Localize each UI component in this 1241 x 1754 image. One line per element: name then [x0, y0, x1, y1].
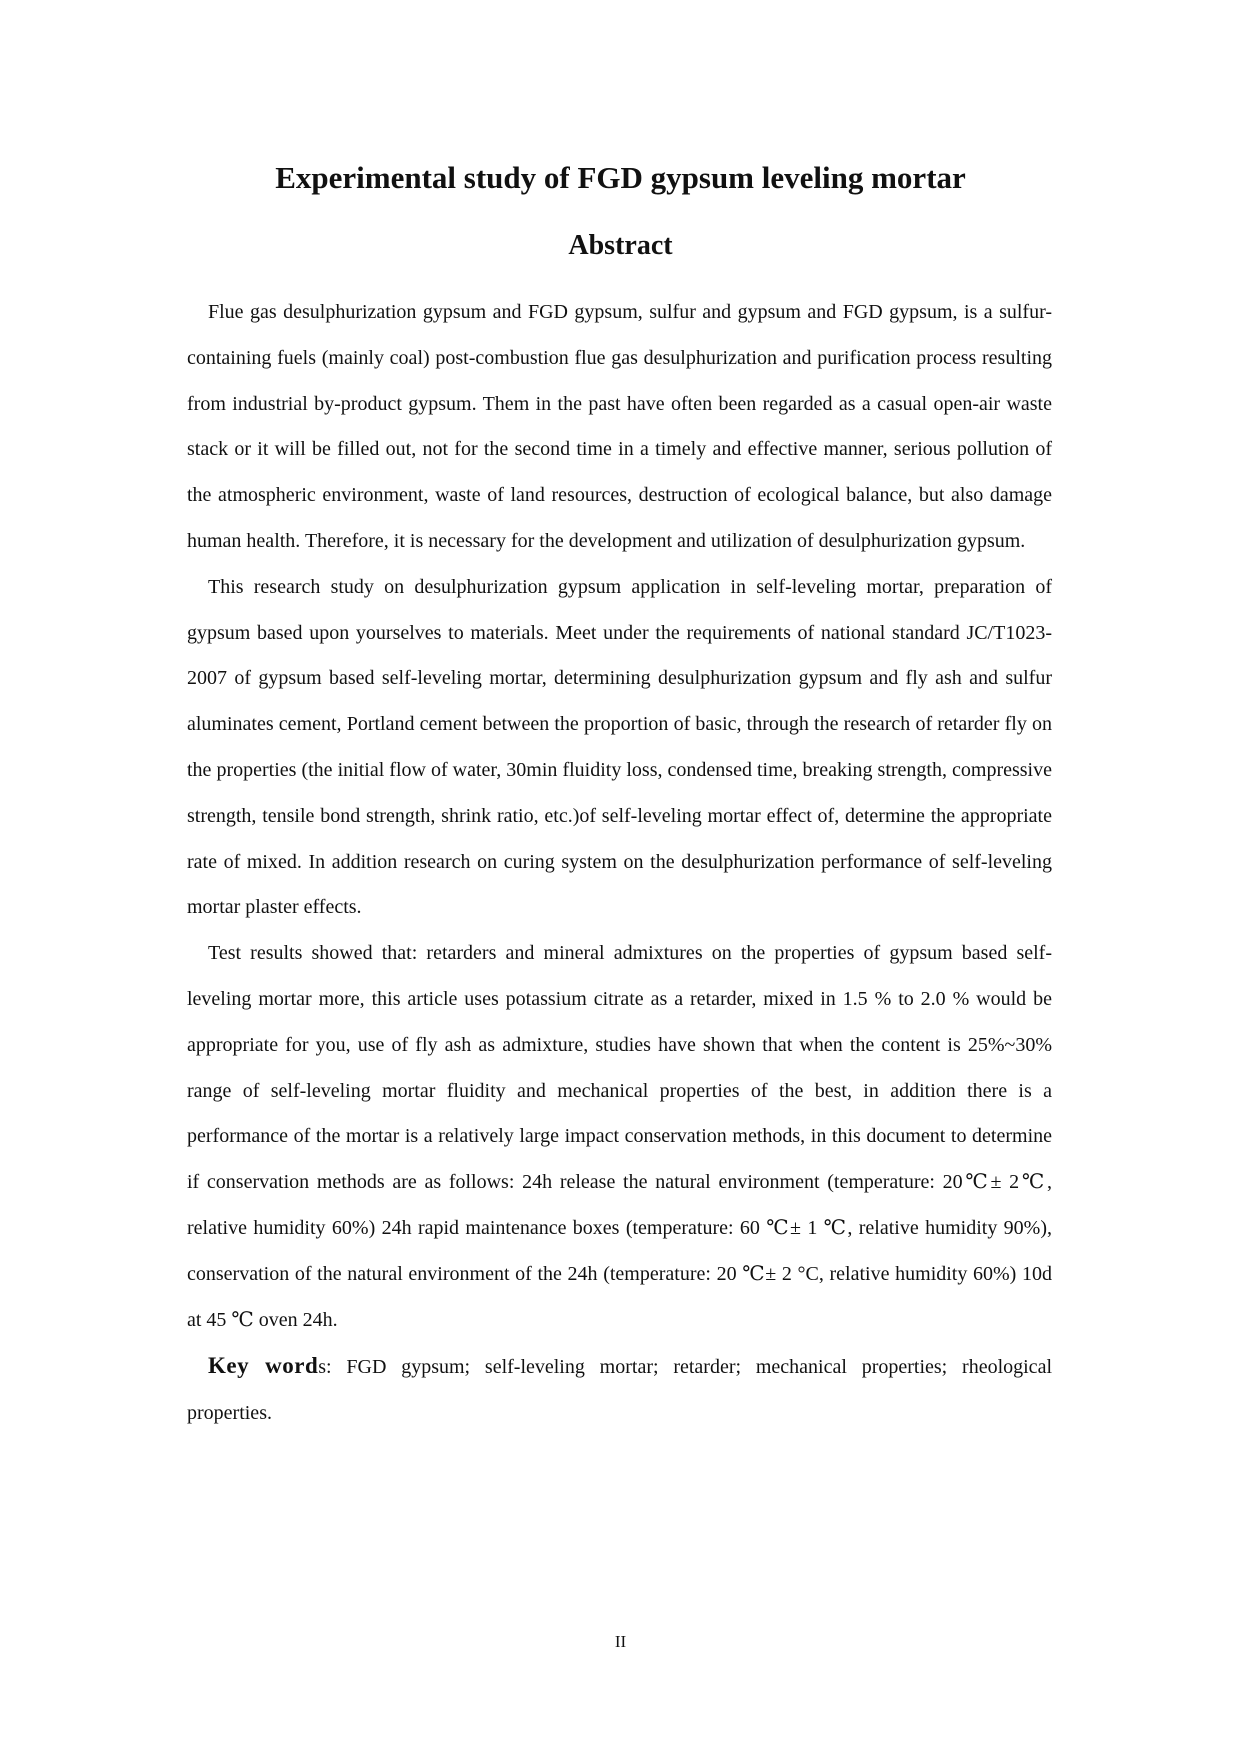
page-number: II [614, 1632, 627, 1651]
abstract-paragraph-3: Test results showed that: retarders and mineral admixtures on the properties of gypsum based self-leveling mortar more, this article uses potassium citrate as a retarder, mixed in 1.5 % to 2.0 % would be appropriate for you, use of fly ash as admixture, studies have shown that when the content is 25%~30% range of self-leveling mortar fluidity and mechanical properties of the best, in addition there is a performance of the mortar is a relatively large impact conservation methods, in this document to determine if conservation methods are as follows: 24h release the natural environment (temperature: 20℃± 2℃, relative humidity 60%) 24h rapid maintenance boxes (temperature: 60 ℃± 1 ℃, relative humidity 90%), conservation of the natural environment of the 24h (temperature: 20 ℃± 2 °C, relative humidity 60%) 10d at 45 ℃ oven 24h. [187, 942, 1052, 1331]
abstract-paragraph-1: Flue gas desulphurization gypsum and FGD gypsum, sulfur and gypsum and FGD gypsum, is a sulfur-containing fuels (mainly coal) post-combustion flue gas desulphurization and purification process resulting from industrial by-product gypsum. Them in the past have often been regarded as a casual open-air waste stack or it will be filled out, not for the second time in a timely and effective manner, serious pollution of the atmospheric environment, waste of land resources, destruction of ecological balance, but also damage human health. Therefore, it is necessary for the development and utilization of desulphurization gypsum. [187, 301, 1052, 552]
abstract-paragraph-2: This research study on desulphurization gypsum application in self-leveling mortar, preparation of gypsum based upon yourselves to materials. Meet under the requirements of national standard JC/T1023-2007 of gypsum based self-leveling mortar, determining desulphurization gypsum and fly ash and sulfur aluminates cement, Portland cement between the proportion of basic, through the research of retarder fly on the properties (the initial flow of water, 30min fluidity loss, condensed time, breaking strength, compressive strength, tensile bond strength, shrink ratio, etc.)of self-leveling mortar effect of, determine the appropriate rate of mixed. In addition research on curing system on the desulphurization performance of self-leveling mortar plaster effects. [187, 575, 1052, 919]
keywords-text: s: FGD gypsum; self-leveling mortar; retarder; mechanical properties; rheological properties. [187, 1356, 1052, 1425]
keywords-line [187, 1343, 1052, 1437]
keywords-label: Key word [208, 1353, 319, 1379]
abstract-body [187, 290, 1052, 1437]
document-title: Experimental study of FGD gypsum leveling mortar [275, 160, 966, 195]
abstract-heading: Abstract [568, 230, 673, 261]
